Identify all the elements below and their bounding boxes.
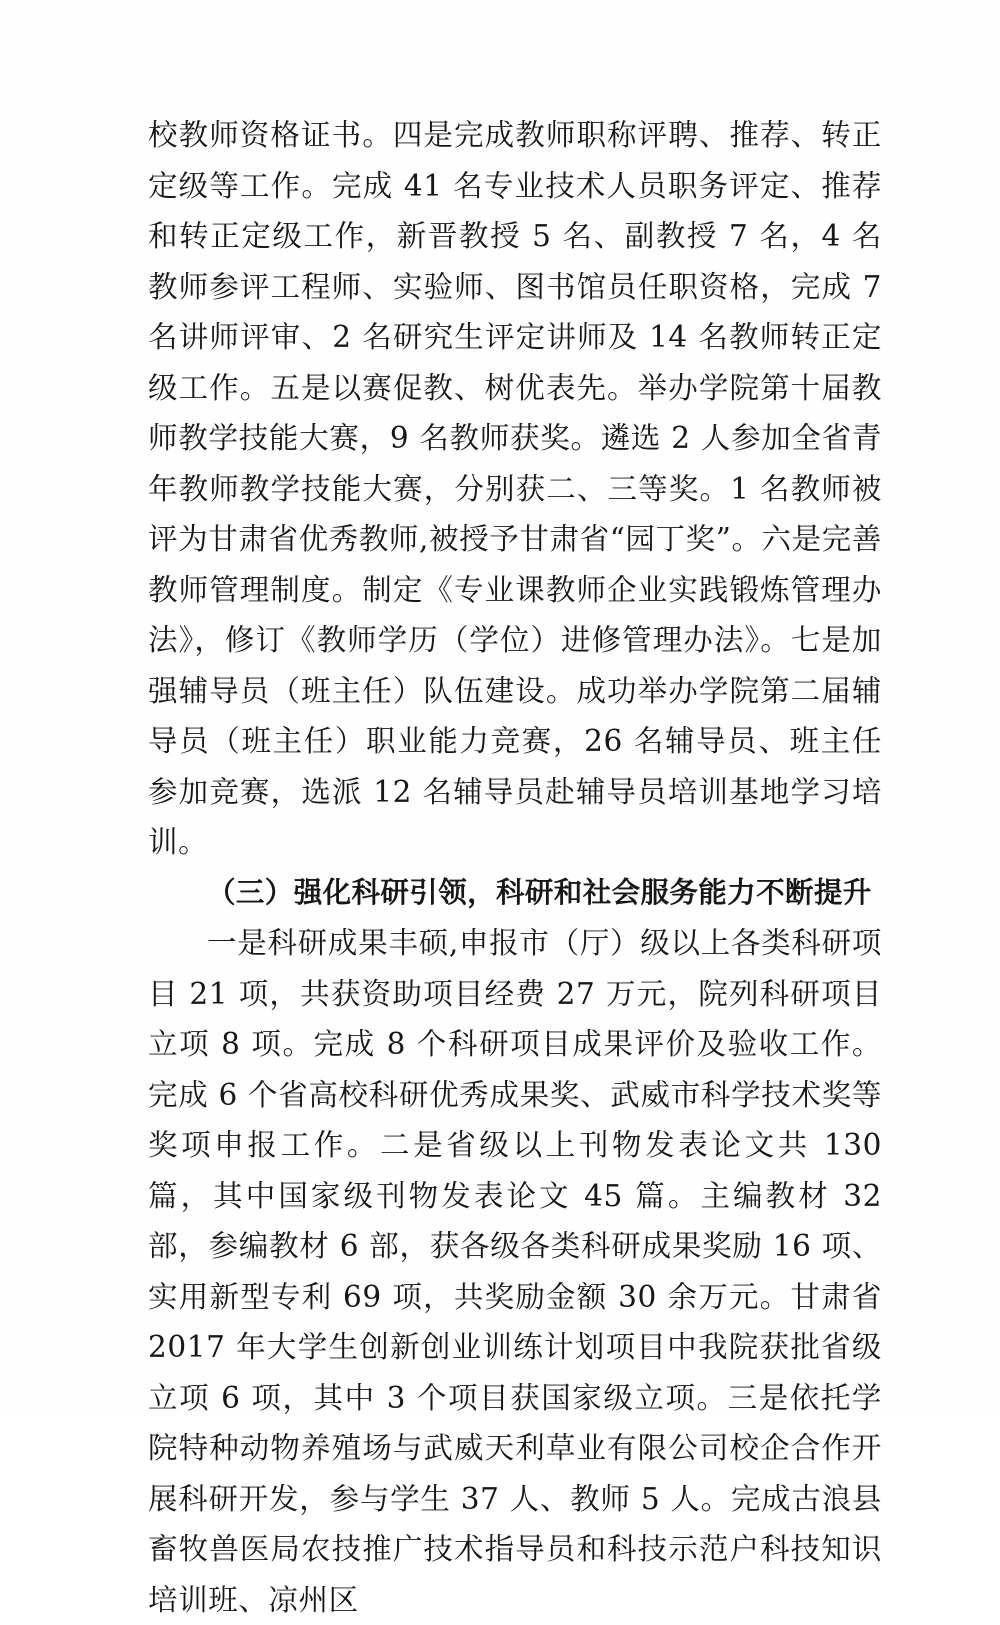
paragraph-research-achievements: 一是科研成果丰硕,申报市（厅）级以上各类科研项目 21 项，共获资助项目经费 27 万元，院列科研项目立项 8 项。完成 8 个科研项目成果评价及验收工作。完成 6 个省高校科研优秀成果奖、武威市科学技术奖等奖项申报工作。二是省级以上刊物发表论文共 130 篇，其中国家级刊物发表论文 45 篇。主编教材 32 部，参编教材 6 部，获各级各类科研成果奖励 16 项、实用新型专利 69 项，共奖励金额 30 余万元。甘肃省 2017 年大学生创新创业训练计划项目中我院获批省级立项 6 项，其中 3 个项目获国家级立项。三是依托学院特种动物养殖场与武威天利草业有限公司校企合作开展科研开发，参与学生 37 人、教师 5 人。完成古浪县畜牧兽医局农技推广技术指导员和科技示范户科技知识培训班、凉州区 <box>148 926 882 1617</box>
paragraph-teacher-qualification: 校教师资格证书。四是完成教师职称评聘、推荐、转正定级等工作。完成 41 名专业技术人员职务评定、推荐和转正定级工作，新晋教授 5 名、副教授 7 名，4 名教师参评工程师、实验师、图书馆员任职资格，完成 7 名讲师评审、2 名研究生评定讲师及 14 名教师转正定级工作。五是以赛促教、树优表先。举办学院第十届教师教学技能大赛，9 名教师获奖。遴选 2 人参加全省青年教师教学技能大赛，分别获二、三等奖。1 名教师被评为甘肃省优秀教师,被授予甘肃省“园丁奖”。六是完善教师管理制度。制定《专业课教师企业实践锻炼管理办法》，修订《教师学历（学位）进修管理办法》。七是加强辅导员（班主任）队伍建设。成功举办学院第二届辅导员（班主任）职业能力竞赛，26 名辅导员、班主任参加竞赛，选派 12 名辅导员赴辅导员培训基地学习培训。 <box>148 118 882 859</box>
document-body <box>148 110 882 1625</box>
section-heading-three: （三）强化科研引领，科研和社会服务能力不断提升 <box>207 875 872 909</box>
